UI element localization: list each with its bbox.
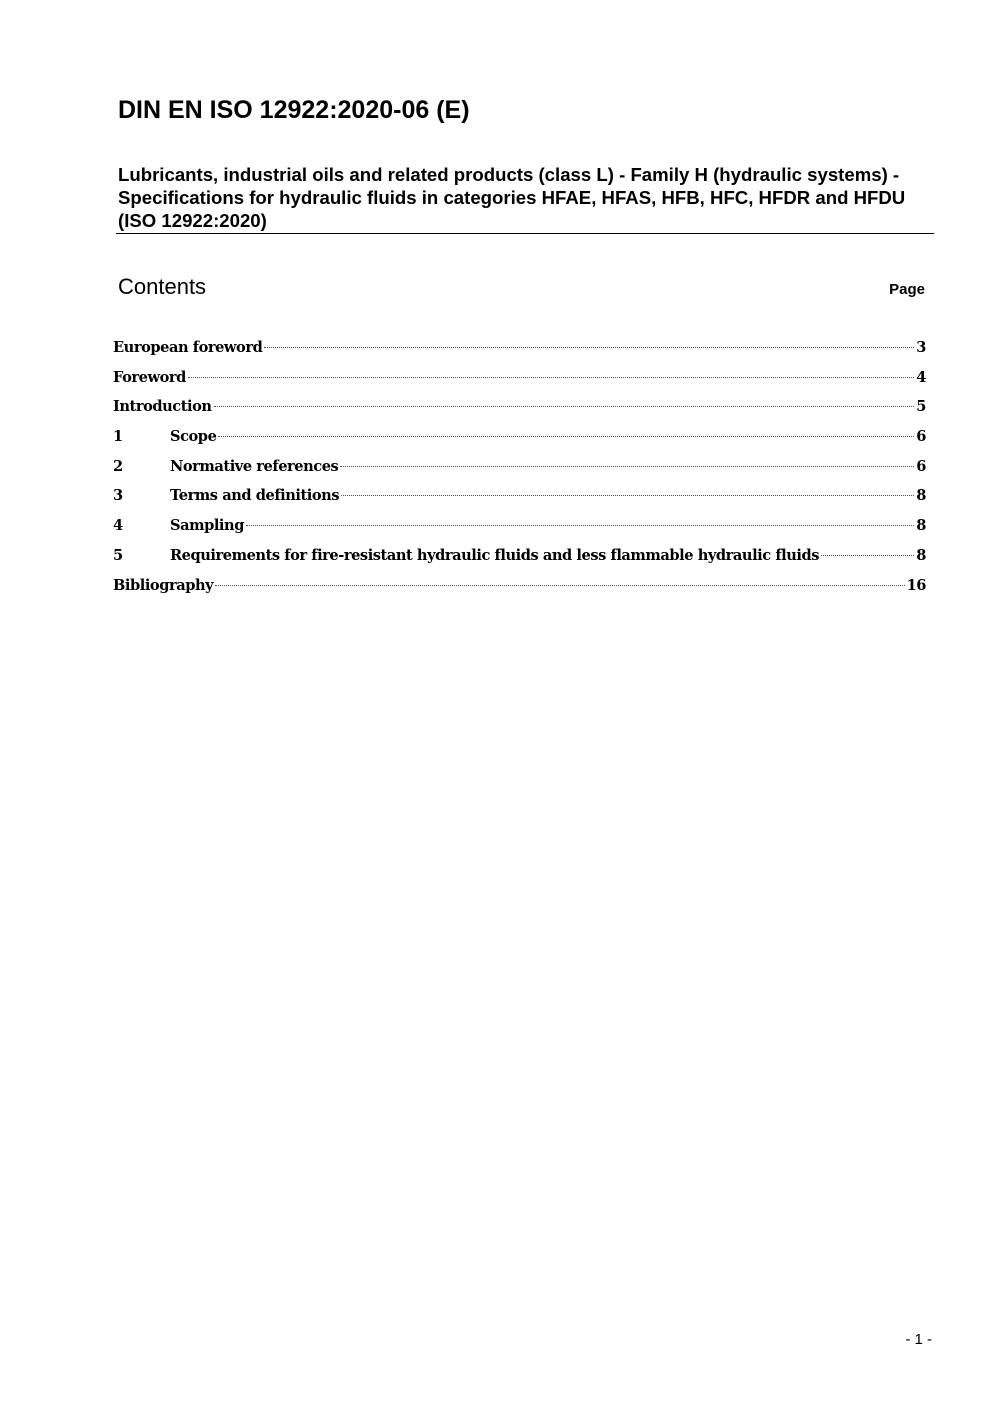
- toc-entry-page: 6: [916, 457, 926, 475]
- toc-entry-introduction[interactable]: [113, 392, 926, 422]
- toc-dot-leader: [340, 466, 914, 467]
- toc-entry-title: Sampling: [170, 517, 244, 535]
- toc-entry-title: Normative references: [170, 457, 339, 475]
- table-of-contents: [113, 333, 926, 600]
- document-id: DIN EN ISO 12922:2020-06 (E): [118, 96, 470, 124]
- toc-entry-number: 2: [113, 457, 123, 475]
- toc-entry-page: 16: [906, 576, 926, 594]
- toc-entry-title: Bibliography: [113, 576, 214, 594]
- toc-dot-leader: [188, 377, 914, 378]
- toc-entry-terms-and-definitions[interactable]: [113, 481, 926, 511]
- toc-entry-bibliography[interactable]: [113, 571, 926, 601]
- toc-entry-title: Requirements for fire-resistant hydraulic fluids and less flammable hydraulic fluids: [170, 546, 820, 564]
- toc-entry-number: 1: [113, 428, 123, 446]
- toc-dot-leader: [264, 347, 914, 348]
- toc-entry-european-foreword[interactable]: [113, 333, 926, 363]
- toc-entry-page: 8: [916, 517, 926, 535]
- toc-entry-number: 3: [113, 487, 123, 505]
- toc-entry-title: Terms and definitions: [170, 487, 340, 505]
- contents-heading: Contents: [118, 274, 207, 299]
- toc-entry-foreword[interactable]: [113, 363, 926, 393]
- page-number: - 1 -: [905, 1331, 932, 1348]
- toc-entry-normative-references[interactable]: [113, 452, 926, 482]
- toc-entry-sampling[interactable]: [113, 511, 926, 541]
- toc-entry-page: 8: [916, 487, 926, 505]
- toc-entry-number: 4: [113, 517, 123, 535]
- toc-dot-leader: [821, 555, 914, 556]
- toc-entry-title: Introduction: [113, 398, 212, 416]
- toc-entry-number: 5: [113, 546, 123, 564]
- toc-dot-leader: [214, 406, 915, 407]
- toc-dot-leader: [215, 585, 904, 586]
- title-divider: [116, 233, 934, 234]
- toc-entry-page: 4: [916, 368, 926, 386]
- toc-entry-title: Foreword: [113, 368, 186, 386]
- toc-entry-title: European foreword: [113, 339, 263, 356]
- page-column-label: Page: [889, 281, 925, 298]
- toc-entry-requirements[interactable]: [113, 541, 926, 571]
- toc-entry-page: 8: [916, 546, 926, 564]
- document-title: Lubricants, industrial oils and related products (class L) - Family H (hydraulic systems) - Specifications for hydraulic fluids in categories HFAE, HFAS, HFB, HFC, HFDR and HFDU (ISO 12922:2020): [118, 164, 906, 231]
- toc-entry-page: 5: [916, 398, 926, 416]
- toc-dot-leader: [218, 436, 914, 437]
- toc-dot-leader: [341, 495, 914, 496]
- toc-entry-scope[interactable]: [113, 422, 926, 452]
- toc-entry-title: Scope: [170, 428, 217, 446]
- toc-entry-page: 3: [916, 339, 926, 356]
- toc-entry-page: 6: [916, 428, 926, 446]
- toc-dot-leader: [246, 525, 914, 526]
